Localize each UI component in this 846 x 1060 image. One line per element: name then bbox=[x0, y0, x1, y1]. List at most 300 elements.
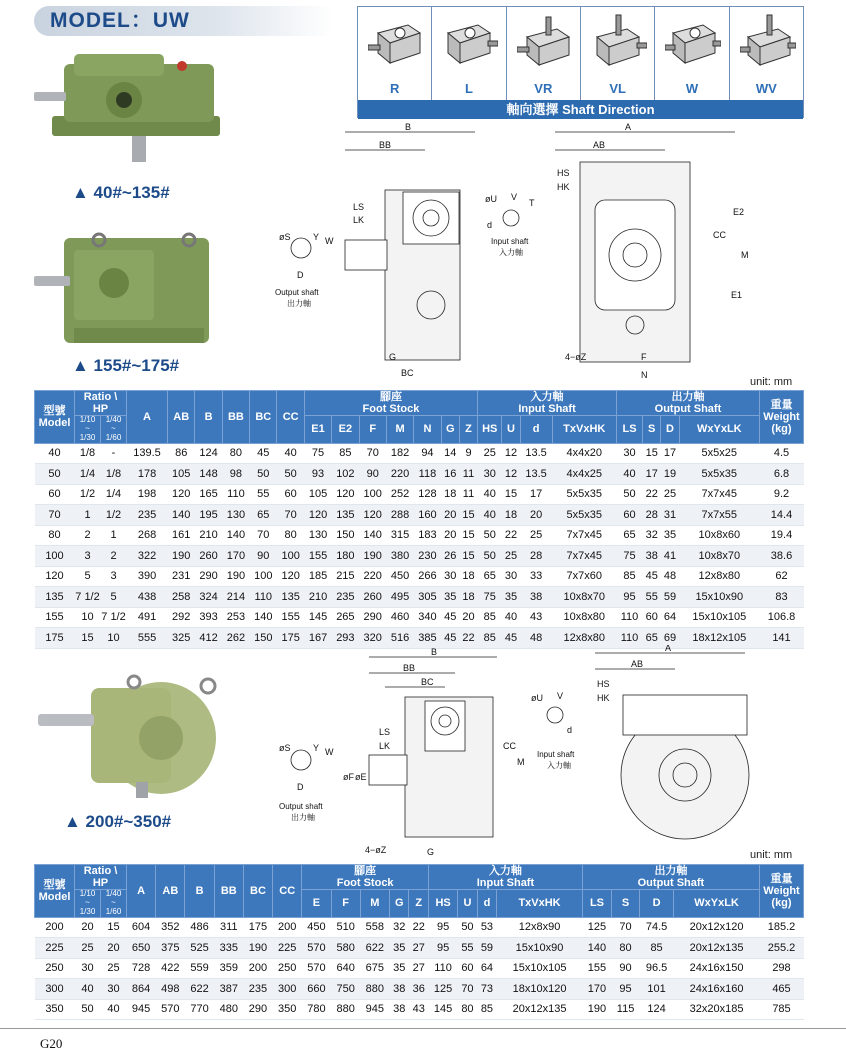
table-cell: 40 bbox=[478, 505, 502, 526]
shaft-option-vl[interactable] bbox=[581, 7, 655, 100]
subheader-z: Z bbox=[409, 890, 429, 917]
table-cell: 10x8x80 bbox=[552, 607, 616, 628]
dim-w-2: W bbox=[325, 747, 334, 757]
table-cell: 1/4 bbox=[101, 484, 127, 505]
table-cell: 335 bbox=[214, 938, 243, 959]
table-row bbox=[35, 938, 804, 959]
table-cell: 48 bbox=[661, 566, 679, 587]
table-cell: 20x12x135 bbox=[497, 999, 583, 1020]
table-cell: 75 bbox=[478, 587, 502, 608]
table-cell: 70 bbox=[277, 505, 304, 526]
table-cell: 85 bbox=[332, 443, 359, 464]
header-cc-2: CC bbox=[273, 865, 302, 918]
table-cell: 200 bbox=[273, 917, 302, 938]
dim-m-2: M bbox=[517, 757, 525, 767]
table-cell: 102 bbox=[332, 464, 359, 485]
table-row bbox=[35, 958, 804, 979]
table-cell: 2 bbox=[101, 546, 127, 567]
table-cell: 225 bbox=[35, 938, 75, 959]
dim-ls-2: LS bbox=[379, 727, 391, 737]
table-cell: 22 bbox=[643, 484, 661, 505]
header-ratio-1: 1/10 ~ 1/30 bbox=[75, 416, 101, 443]
table-cell: 20 bbox=[441, 525, 459, 546]
table-cell: 38 bbox=[389, 999, 409, 1020]
table-cell: 7x7x45 bbox=[552, 525, 616, 546]
dim-s-2: øS bbox=[279, 743, 291, 753]
subheader-f: F bbox=[359, 416, 386, 443]
shaft-option-wv[interactable] bbox=[730, 7, 803, 100]
header-bc: BC bbox=[250, 391, 277, 444]
header-a-2: A bbox=[127, 865, 156, 918]
table-cell: 74.5 bbox=[640, 917, 674, 938]
table-cell: 340 bbox=[414, 607, 441, 628]
table-cell: 412 bbox=[195, 628, 222, 649]
table-cell: 38 bbox=[520, 587, 552, 608]
shaft-code: W bbox=[685, 81, 699, 96]
dim-lk-2: LK bbox=[379, 741, 391, 751]
table-cell: 10x8x70 bbox=[679, 546, 759, 567]
table-cell: 359 bbox=[214, 958, 243, 979]
dim-g: G bbox=[389, 352, 397, 362]
table-row bbox=[35, 587, 804, 608]
subheader-txvxhk: TxVxHK bbox=[552, 416, 616, 443]
table-cell: 15 bbox=[101, 917, 127, 938]
input-shaft-label-zh: 入力軸 bbox=[499, 248, 523, 257]
table-cell: 570 bbox=[156, 999, 185, 1020]
table-cell: 266 bbox=[414, 566, 441, 587]
table-cell: 210 bbox=[195, 525, 222, 546]
table-cell: 220 bbox=[386, 464, 413, 485]
dim-a: A bbox=[625, 122, 632, 132]
table-cell: 96.5 bbox=[640, 958, 674, 979]
table-cell: 45 bbox=[441, 607, 459, 628]
table-cell: 290 bbox=[359, 607, 386, 628]
table-cell: 105 bbox=[168, 464, 195, 485]
technical-drawing-top bbox=[275, 120, 805, 382]
subheader-s: S bbox=[612, 890, 640, 917]
dim-u: øU bbox=[485, 194, 497, 204]
header-model: 型號 Model bbox=[35, 391, 75, 444]
table-row bbox=[35, 607, 804, 628]
table-cell: 185.2 bbox=[760, 917, 804, 938]
table-cell: 14 bbox=[441, 443, 459, 464]
shaft-option-vr[interactable] bbox=[507, 7, 581, 100]
table-cell: 292 bbox=[168, 607, 195, 628]
table-cell: 40 bbox=[502, 607, 520, 628]
subheader-s: S bbox=[643, 416, 661, 443]
table-cell: 65 bbox=[643, 628, 661, 649]
subheader-d: D bbox=[661, 416, 679, 443]
table-cell: 190 bbox=[168, 546, 195, 567]
table-cell: 33 bbox=[520, 566, 552, 587]
table-cell: 30 bbox=[75, 958, 101, 979]
table-cell: 491 bbox=[127, 607, 168, 628]
table-cell: 320 bbox=[359, 628, 386, 649]
table-cell: 190 bbox=[359, 546, 386, 567]
table-cell: 6.8 bbox=[760, 464, 804, 485]
table-cell: 675 bbox=[360, 958, 389, 979]
table-cell: 55 bbox=[643, 587, 661, 608]
range-label-medium: ▲ 155#~175# bbox=[72, 356, 180, 375]
header-bc-2: BC bbox=[243, 865, 272, 918]
header-model-2: 型號 Model bbox=[35, 865, 75, 918]
dim-bb-2: BB bbox=[403, 663, 416, 673]
table-cell: 36 bbox=[409, 979, 429, 1000]
subheader-e: E bbox=[302, 890, 331, 917]
table-cell: 25 bbox=[520, 525, 552, 546]
table-cell: 300 bbox=[273, 979, 302, 1000]
table-cell: 10 bbox=[101, 628, 127, 649]
dim-b-2: B bbox=[431, 647, 438, 657]
table-cell: 27 bbox=[409, 958, 429, 979]
shaft-w-icon bbox=[665, 13, 721, 73]
table-cell: 258 bbox=[168, 587, 195, 608]
table-cell: 50 bbox=[75, 999, 101, 1020]
dim-g-2: G bbox=[427, 847, 435, 857]
table-cell: 311 bbox=[214, 917, 243, 938]
subheader-u: U bbox=[458, 890, 478, 917]
table-cell: 40 bbox=[75, 979, 101, 1000]
table-row bbox=[35, 525, 804, 546]
output-shaft-label-2: Output shaft bbox=[279, 802, 323, 811]
table-cell: 60 bbox=[277, 484, 304, 505]
table-cell: 178 bbox=[127, 464, 168, 485]
table-cell: 38.6 bbox=[760, 546, 804, 567]
subheader-wxyxlk: WxYxLK bbox=[679, 416, 759, 443]
table-cell: 17 bbox=[643, 464, 661, 485]
table-cell: 25 bbox=[75, 938, 101, 959]
table-cell: 170 bbox=[222, 546, 249, 567]
output-shaft-label-zh-2: 出力軸 bbox=[291, 813, 315, 822]
table-cell: 22 bbox=[459, 628, 477, 649]
table-cell: 48 bbox=[520, 628, 552, 649]
header-output: 出力軸 Output Shaft bbox=[616, 391, 759, 416]
table-cell: 40 bbox=[616, 464, 642, 485]
table-cell: 10x8x60 bbox=[679, 525, 759, 546]
shaft-option-l[interactable] bbox=[432, 7, 506, 100]
table-cell: 200 bbox=[243, 958, 272, 979]
dim-u-2: øU bbox=[531, 693, 543, 703]
table-cell: 262 bbox=[222, 628, 249, 649]
table-cell: 85 bbox=[616, 566, 642, 587]
table-cell: 30 bbox=[478, 464, 502, 485]
table-cell: 45 bbox=[441, 628, 459, 649]
shaft-option-w[interactable] bbox=[655, 7, 729, 100]
subheader-m: M bbox=[360, 890, 389, 917]
table-cell: 45 bbox=[502, 628, 520, 649]
table-row bbox=[35, 566, 804, 587]
subheader-f: F bbox=[331, 890, 360, 917]
table-cell: 352 bbox=[156, 917, 185, 938]
table-cell: 50 bbox=[250, 464, 277, 485]
table-cell: 60 bbox=[643, 607, 661, 628]
table-cell: 135 bbox=[35, 587, 75, 608]
table-row bbox=[35, 443, 804, 464]
dim-z: 4−øZ bbox=[565, 352, 587, 362]
table-cell: 90 bbox=[612, 958, 640, 979]
table-cell: 1/8 bbox=[101, 464, 127, 485]
table-cell: 7x7x45 bbox=[552, 546, 616, 567]
unit-label-1: unit: mm bbox=[750, 376, 793, 388]
table-cell: 55 bbox=[250, 484, 277, 505]
table-cell: 516 bbox=[386, 628, 413, 649]
table-cell: 450 bbox=[386, 566, 413, 587]
table-cell: 59 bbox=[477, 938, 497, 959]
table-cell: 15 bbox=[459, 546, 477, 567]
table-cell: 128 bbox=[414, 484, 441, 505]
table-cell: 220 bbox=[359, 566, 386, 587]
dim-v-2: V bbox=[557, 691, 564, 701]
output-shaft-label-zh: 出力軸 bbox=[287, 299, 311, 308]
table-cell: 110 bbox=[428, 958, 457, 979]
subheader-ls: LS bbox=[582, 890, 611, 917]
header-bb: BB bbox=[222, 391, 249, 444]
table-cell: 252 bbox=[386, 484, 413, 505]
table-cell: 558 bbox=[360, 917, 389, 938]
table-cell: 110 bbox=[616, 628, 642, 649]
table-cell: 250 bbox=[273, 958, 302, 979]
table-cell: 50 bbox=[277, 464, 304, 485]
table-cell: 12x8x80 bbox=[552, 628, 616, 649]
table-cell: 70 bbox=[458, 979, 478, 1000]
table-cell: 450 bbox=[302, 917, 331, 938]
table-cell: 125 bbox=[428, 979, 457, 1000]
range-label-large: ▲ 200#~350# bbox=[64, 812, 172, 831]
table-cell: 53 bbox=[477, 917, 497, 938]
table-cell: 43 bbox=[520, 607, 552, 628]
table-cell: 50 bbox=[35, 464, 75, 485]
table-cell: 50 bbox=[478, 546, 502, 567]
table-cell: 780 bbox=[302, 999, 331, 1020]
table-cell: 12x8x80 bbox=[679, 566, 759, 587]
table-cell: 293 bbox=[332, 628, 359, 649]
header-weight-2: 重量 Weight (kg) bbox=[760, 865, 804, 918]
table-cell: 480 bbox=[214, 999, 243, 1020]
header-foot-2: 腳座 Foot Stock bbox=[302, 865, 429, 890]
table-cell: 15 bbox=[75, 628, 101, 649]
shaft-r-icon bbox=[368, 13, 424, 73]
table-cell: 260 bbox=[195, 546, 222, 567]
table-cell: 268 bbox=[127, 525, 168, 546]
table-cell: 1 bbox=[75, 505, 101, 526]
table-cell: 30 bbox=[616, 443, 642, 464]
table-cell: 95 bbox=[616, 587, 642, 608]
table-cell: 100 bbox=[277, 546, 304, 567]
shaft-direction-panel bbox=[357, 6, 804, 118]
table-cell: 380 bbox=[386, 546, 413, 567]
dim-n: N bbox=[641, 370, 648, 380]
dim-f: F bbox=[641, 352, 647, 362]
dim-z-2: 4−øZ bbox=[365, 845, 387, 855]
table-cell: 120 bbox=[35, 566, 75, 587]
table-cell: 322 bbox=[127, 546, 168, 567]
table-cell: 130 bbox=[304, 525, 331, 546]
table-cell: 18 bbox=[459, 566, 477, 587]
table-cell: 145 bbox=[428, 999, 457, 1020]
spec-table-1 bbox=[34, 390, 804, 649]
header-ratio-1-t2: 1/10 ~ 1/30 bbox=[75, 890, 101, 917]
shaft-direction-caption: 軸向選擇 Shaft Direction bbox=[358, 100, 803, 119]
table-cell: 65 bbox=[478, 566, 502, 587]
table-cell: 255.2 bbox=[760, 938, 804, 959]
table-cell: 145 bbox=[304, 607, 331, 628]
dim-e1: E1 bbox=[731, 290, 743, 300]
table-cell: 50 bbox=[616, 484, 642, 505]
table-cell: 214 bbox=[222, 587, 249, 608]
table-cell: 75 bbox=[616, 546, 642, 567]
table-cell: 43 bbox=[409, 999, 429, 1020]
spec-table-2 bbox=[34, 864, 804, 1020]
dim-d-input: d bbox=[487, 220, 493, 230]
table-cell: 785 bbox=[760, 999, 804, 1020]
dim-lk: LK bbox=[353, 215, 365, 225]
table-cell: 253 bbox=[222, 607, 249, 628]
table-cell: 175 bbox=[243, 917, 272, 938]
table-cell: 9 bbox=[459, 443, 477, 464]
table-cell: 50 bbox=[458, 917, 478, 938]
table-cell: 150 bbox=[332, 525, 359, 546]
range-label-small: ▲ 40#~135# bbox=[72, 183, 170, 202]
dim-d-output: D bbox=[297, 270, 304, 280]
table-cell: 155 bbox=[304, 546, 331, 567]
table-row bbox=[35, 484, 804, 505]
table-cell: 183 bbox=[414, 525, 441, 546]
table-cell: 35 bbox=[389, 958, 409, 979]
subheader-hs: HS bbox=[478, 416, 502, 443]
table-cell: 20 bbox=[520, 505, 552, 526]
table-cell: 120 bbox=[168, 484, 195, 505]
table-cell: 728 bbox=[127, 958, 156, 979]
table-cell: 9.2 bbox=[760, 484, 804, 505]
table-cell: 200 bbox=[35, 917, 75, 938]
dim-m: M bbox=[741, 250, 749, 260]
table-cell: 15 bbox=[643, 443, 661, 464]
table-cell: 298 bbox=[760, 958, 804, 979]
table-cell: 59 bbox=[661, 587, 679, 608]
table-cell: 140 bbox=[250, 607, 277, 628]
shaft-code: L bbox=[465, 81, 473, 96]
table-cell: 622 bbox=[185, 979, 214, 1000]
table-cell: 18 bbox=[459, 587, 477, 608]
table-cell: 195 bbox=[195, 505, 222, 526]
header-ab-2: AB bbox=[156, 865, 185, 918]
subheader-u: U bbox=[502, 416, 520, 443]
dim-w: W bbox=[325, 236, 334, 246]
table-cell: 32x20x185 bbox=[674, 999, 760, 1020]
table-cell: 525 bbox=[185, 938, 214, 959]
table-cell: 94 bbox=[414, 443, 441, 464]
table-cell: - bbox=[101, 443, 127, 464]
table-cell: 5x5x35 bbox=[552, 505, 616, 526]
table-cell: 30 bbox=[441, 566, 459, 587]
header-ab: AB bbox=[168, 391, 195, 444]
table-cell: 225 bbox=[273, 938, 302, 959]
table-cell: 80 bbox=[222, 443, 249, 464]
dim-hk: HK bbox=[557, 182, 570, 192]
table-row bbox=[35, 999, 804, 1020]
table-cell: 350 bbox=[35, 999, 75, 1020]
technical-drawing-bottom bbox=[275, 645, 805, 860]
dim-s: øS bbox=[279, 232, 291, 242]
subheader-e2: E2 bbox=[332, 416, 359, 443]
table-cell: 50 bbox=[478, 525, 502, 546]
shaft-vl-icon bbox=[591, 13, 647, 73]
table-cell: 13.5 bbox=[520, 464, 552, 485]
table-cell: 465 bbox=[760, 979, 804, 1000]
shaft-option-r[interactable] bbox=[358, 7, 432, 100]
table-cell: 124 bbox=[640, 999, 674, 1020]
table-cell: 65 bbox=[250, 505, 277, 526]
input-shaft-label-2: Input shaft bbox=[537, 750, 575, 759]
header-input-2: 入力軸 Input Shaft bbox=[428, 865, 582, 890]
table-cell: 85 bbox=[640, 938, 674, 959]
table-cell: 288 bbox=[386, 505, 413, 526]
dim-d-input-2: d bbox=[567, 725, 573, 735]
table-cell: 25 bbox=[478, 443, 502, 464]
table-cell: 139.5 bbox=[127, 443, 168, 464]
table-cell: 580 bbox=[331, 938, 360, 959]
dim-bc-2: BC bbox=[421, 677, 434, 687]
table-cell: 60 bbox=[458, 958, 478, 979]
gearbox-photo-medium bbox=[34, 228, 214, 353]
table-cell: 182 bbox=[386, 443, 413, 464]
table-cell: 11 bbox=[459, 464, 477, 485]
table-cell: 260 bbox=[359, 587, 386, 608]
table-cell: 85 bbox=[477, 999, 497, 1020]
table-cell: 315 bbox=[386, 525, 413, 546]
table-cell: 30 bbox=[101, 979, 127, 1000]
table-cell: 175 bbox=[35, 628, 75, 649]
table-cell: 24x16x160 bbox=[674, 979, 760, 1000]
table-cell: 161 bbox=[168, 525, 195, 546]
dim-ab-2: AB bbox=[631, 659, 644, 669]
table-cell: 660 bbox=[302, 979, 331, 1000]
table-cell: 135 bbox=[277, 587, 304, 608]
table-cell: 70 bbox=[612, 917, 640, 938]
dim-y-2: Y bbox=[313, 743, 320, 753]
table-cell: 231 bbox=[168, 566, 195, 587]
table-cell: 90 bbox=[359, 464, 386, 485]
table-cell: 140 bbox=[222, 525, 249, 546]
table-cell: 5x5x25 bbox=[679, 443, 759, 464]
table-cell: 155 bbox=[277, 607, 304, 628]
table-cell: 64 bbox=[477, 958, 497, 979]
table-cell: 10 bbox=[75, 607, 101, 628]
dim-bb: BB bbox=[379, 140, 392, 150]
table-cell: 1 bbox=[101, 525, 127, 546]
table-cell: 85 bbox=[478, 628, 502, 649]
header-output-2: 出力軸 Output Shaft bbox=[582, 865, 759, 890]
table-cell: 135 bbox=[332, 505, 359, 526]
table-cell: 95 bbox=[612, 979, 640, 1000]
dim-t: T bbox=[529, 198, 535, 208]
table-cell: 40 bbox=[101, 999, 127, 1020]
table-cell: 62 bbox=[760, 566, 804, 587]
header-ratio: Ratio \ HP bbox=[75, 391, 127, 416]
table-cell: 140 bbox=[582, 938, 611, 959]
table-cell: 22 bbox=[502, 525, 520, 546]
table-cell: 60 bbox=[616, 505, 642, 526]
table-cell: 130 bbox=[222, 505, 249, 526]
table-cell: 70 bbox=[35, 505, 75, 526]
dim-v: V bbox=[511, 192, 518, 202]
table-cell: 175 bbox=[277, 628, 304, 649]
header-foot: 腳座 Foot Stock bbox=[304, 391, 477, 416]
table-cell: 190 bbox=[243, 938, 272, 959]
table-cell: 118 bbox=[414, 464, 441, 485]
table-cell: 20 bbox=[101, 938, 127, 959]
table-cell: 5 bbox=[75, 566, 101, 587]
